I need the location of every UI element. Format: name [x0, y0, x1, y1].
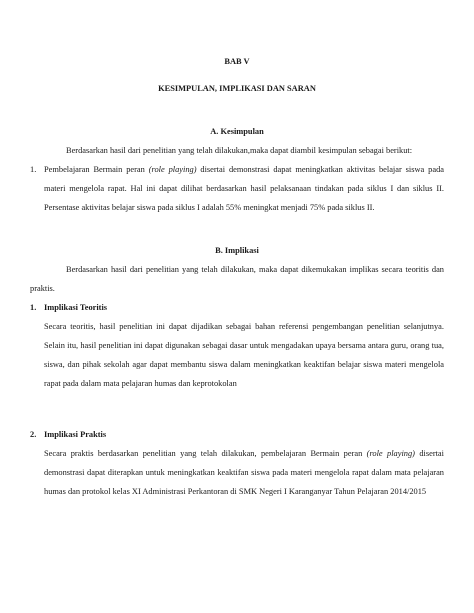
- subsection-1-number: 1.: [30, 303, 37, 312]
- conclusion-item-1-number: 1.: [30, 165, 37, 174]
- section-b-intro: Berdasarkan hasil dari penelitian yang telah dilakukan, maka dapat dikemukakan implikas secara teoritis dan praktis.: [30, 265, 444, 293]
- subsection-1-body: [30, 317, 444, 393]
- section-a-intro: Berdasarkan hasil dari penelitian yang telah dilakukan,maka dapat diambil kesimpulan sebagai berikut:: [66, 146, 413, 155]
- subsection-2-title: Implikasi Praktis: [44, 430, 107, 439]
- chapter-number: BAB V: [224, 57, 250, 66]
- subsection-1-text: Secara teoritis, hasil penelitian ini dapat dijadikan sebagai bahan referensi pengembangan penelitian selanjutnya. Selain itu, hasil penelitian ini dapat digunakan sebagai dasar untuk mengadakan upaya bersama antara guru, orang tua, siswa, dan pihak sekolah agar dapat membantu siswa dalam meningkatkan keaktifan belajar siswa materi mengelola rapat pada dalam mata pelajaran humas dan keprotokolan: [44, 322, 444, 388]
- subsection-1-heading: [30, 298, 444, 317]
- subsection-2-body: [30, 444, 444, 501]
- conclusion-item-1-text: [44, 160, 444, 217]
- subsection-2-text: [44, 444, 444, 501]
- chapter-title: KESIMPULAN, IMPLIKASI DAN SARAN: [158, 84, 316, 93]
- document-body: [30, 52, 444, 501]
- subsection-2-italic: (role playing): [366, 449, 415, 458]
- subsection-2-heading: [30, 425, 444, 444]
- conclusion-item-1-text-b: disertai demonstrasi dapat meningkatkan aktivitas belajar siswa pada materi mengelola rapat. Hal ini dapat dilihat berdasarkan hasil pelaksanaan tindakan pada siklus I dan siklus II. Persentase aktivitas belajar siswa pada siklus I adalah 55% meningkat menjadi 75% pada siklus II.: [44, 165, 444, 212]
- subsection-2-number: 2.: [30, 430, 37, 439]
- section-b-heading: B. Implikasi: [215, 246, 259, 255]
- section-a-heading: A. Kesimpulan: [210, 127, 264, 136]
- subsection-2-text-a: Secara praktis berdasarkan penelitian yang telah dilakukan, pembelajaran Bermain peran: [44, 449, 367, 458]
- conclusion-item-1: [30, 160, 444, 217]
- subsection-1-title: Implikasi Teoritis: [44, 303, 108, 312]
- conclusion-item-1-text-a: Pembelajaran Bermain peran: [44, 165, 149, 174]
- subsection-2-text-b: disertai demonstrasi dapat diterapkan untuk meningkatkan keaktifan siswa pada materi mengelola rapat dalam mata pelajaran humas dan protokol kelas XI Administrasi Perkantoran di SMK Negeri I Karanganyar Tahun Pelajaran 2014/2015: [44, 449, 444, 496]
- conclusion-item-1-italic: (role playing): [148, 165, 197, 174]
